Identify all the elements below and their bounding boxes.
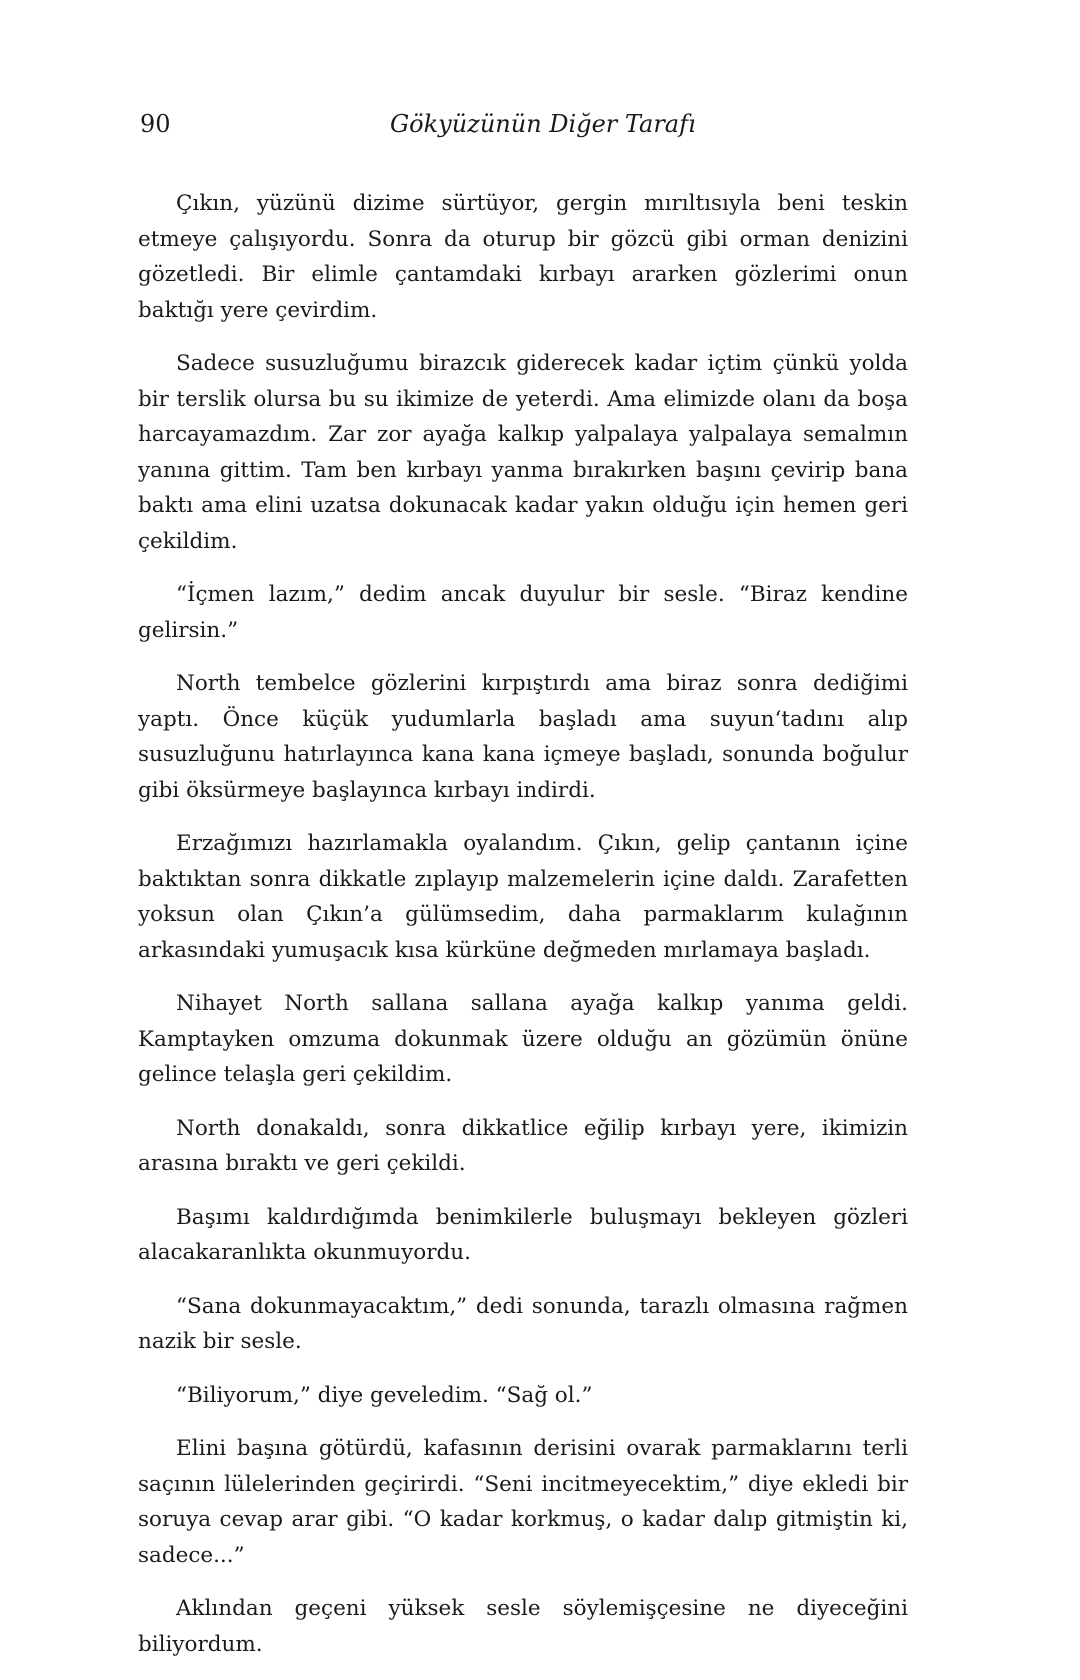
body-text xyxy=(138,186,908,1680)
paragraph: “Sana dokunmayacaktım,” dedi sonunda, tarazlı olmasına rağmen nazik bir sesle. xyxy=(138,1293,908,1354)
running-title: Gökyüzünün Diğer Tarafı xyxy=(390,110,696,138)
paragraph: Sadece susuzluğumu birazcık giderecek kadar içtim çünkü yolda bir terslik olursa bu su ikimize de yeterdi. Ama elimizde olanı da boşa harcayamazdım. Zar zor ayağa kalkıp yalpalaya yalpalaya semalmın yanına gittim. Tam ben kırbayı yanma bırakırken başını çevirip bana baktı ama elini uzatsa dokunacak kadar yakın olduğu için hemen geri çekildim. xyxy=(138,351,908,554)
paragraph: Başımı kaldırdığımda benimkilerle buluşmayı bekleyen gözleri alacakaranlıkta okunmuyordu. xyxy=(138,1204,908,1265)
paragraph: North tembelce gözlerini kırpıştırdı ama biraz sonra dediğimi yaptı. Önce küçük yudumlarla başladı ama suyun‘tadını alıp susuzluğunu hatırlayınca kana kana içmeye başladı, sonunda boğulur gibi öksürmeye başlayınca kırbayı indirdi. xyxy=(138,671,908,803)
paragraph: Nihayet North sallana sallana ayağa kalkıp yanıma geldi. Kamptayken omzuma dokunmak üzere olduğu an gözümün önüne gelince telaşla geri çekildim. xyxy=(138,991,908,1087)
paragraph: “İçmen lazım,” dedim ancak duyulur bir sesle. “Biraz kendine gelirsin.” xyxy=(138,582,908,643)
paragraph: Erzağımızı hazırlamakla oyalandım. Çıkın, gelip çantanın içine baktıktan sonra dikkatle zıplayıp malzemelerin içine daldı. Zarafetten yoksun olan Çıkın’a gülümsedim, daha parmaklarım kulağının arkasındaki yumuşacık kısa kürküne değmeden mırlamaya başladı. xyxy=(138,831,908,963)
page-header xyxy=(135,108,908,148)
page-number: 90 xyxy=(140,110,171,138)
paragraph: Elini başına götürdü, kafasının derisini ovarak parmaklarını terli saçının lülelerinden geçirirdi. “Seni incitmeyecektim,” diye ekledi bir soruya cevap arar gibi. “O kadar korkmuş, o kadar dalıp gitmiştin ki, sadece...” xyxy=(138,1436,908,1568)
paragraph: Çıkın, yüzünü dizime sürtüyor, gergin mırıltısıyla beni teskin etmeye çalışıyordu. Sonra da oturup bir gözcü gibi orman denizini gözetledi. Bir elimle çantamdaki kırbayı ararken gözlerimi onun baktığı yere çevirdim. xyxy=(138,191,908,323)
paragraph: “Biliyorum,” diye geveledim. “Sağ ol.” xyxy=(176,1382,593,1408)
paragraph: Aklından geçeni yüksek sesle söylemişçesine ne diyeceğini biliyordum. xyxy=(138,1596,908,1657)
paragraph: North donakaldı, sonra dikkatlice eğilip kırbayı yere, ikimizin arasına bıraktı ve geri çekildi. xyxy=(138,1115,908,1176)
